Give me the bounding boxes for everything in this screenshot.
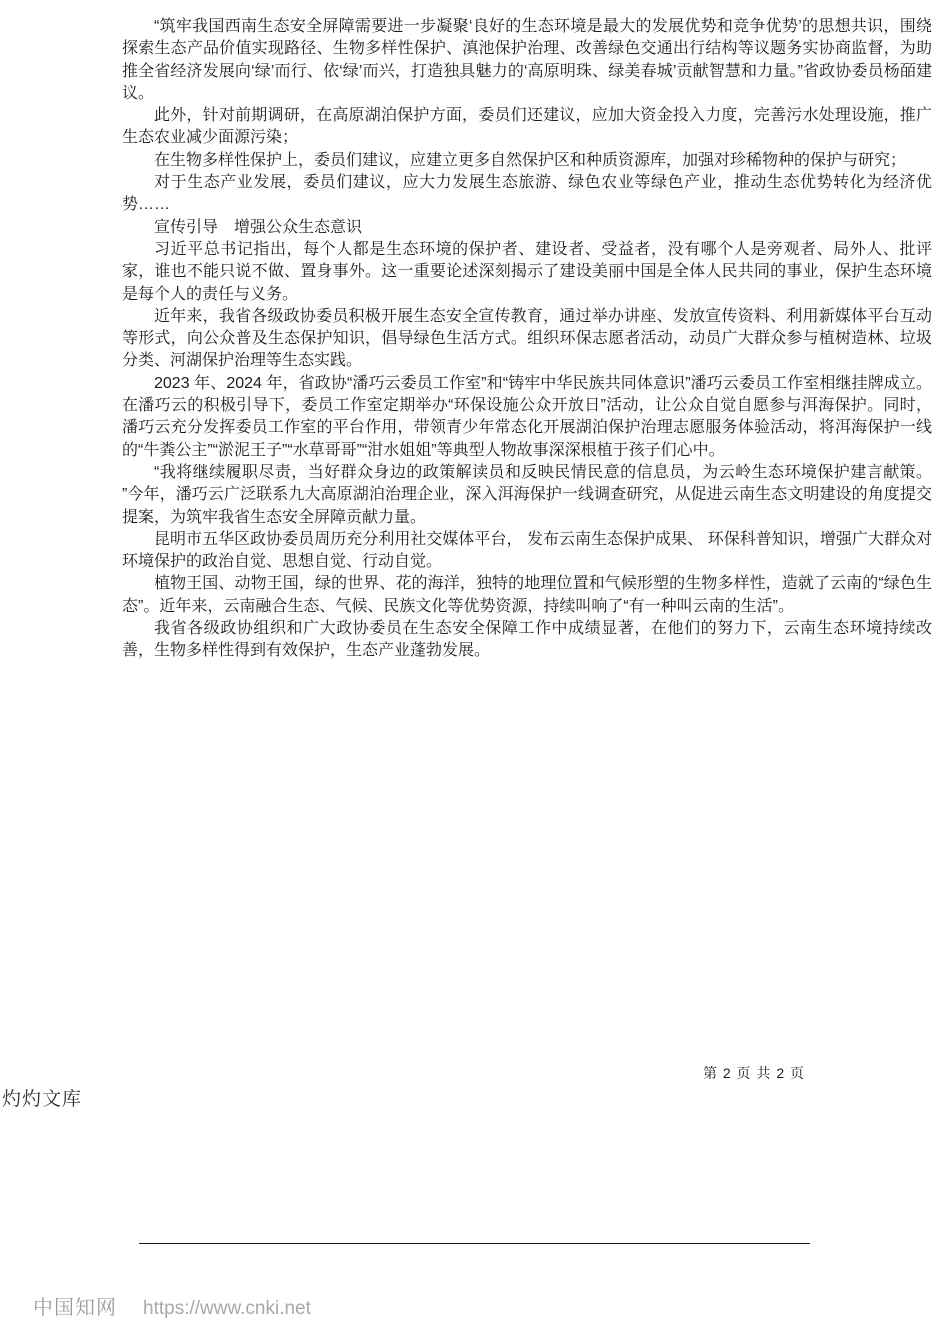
paragraph: “我将继续履职尽责，当好群众身边的政策解读员和反映民情民意的信息员，为云岭生态环境保护建言献策。 ”今年，潘巧云广泛联系九大高原湖泊治理企业，深入洱海保护一线调查研究，从促进云南生态文明建设的角度提交提案，为筑牢我省生态安全屏障贡献力量。: [122, 463, 932, 526]
section-heading: 宣传引导 增强公众生态意识: [154, 218, 363, 236]
watermark: 灼灼文库: [2, 1089, 83, 1110]
paragraph: 习近平总书记指出，每个人都是生态环境的保护者、建设者、受益者，没有哪个人是旁观者、局外人、批评家，谁也不能只说不做、置身事外。这一重要论述深刻揭示了建设美丽中国是全体人民共同的事业，保护生态环境是每个人的责任与义务。: [122, 240, 932, 303]
paragraph: 植物王国、动物王国，绿的世界、花的海洋，独特的地理位置和气候形塑的生物多样性，造就了云南的“绿色生态”。近年来，云南融合生态、气候、民族文化等优势资源，持续叫响了“有一种叫云南的生活”。: [122, 575, 932, 615]
footer-divider: [139, 1243, 810, 1244]
cnki-site-name: 中国知网: [33, 1297, 117, 1319]
cnki-footer: [33, 1291, 311, 1320]
cnki-site-url-link[interactable]: https://www.cnki.net: [143, 1298, 311, 1319]
body-text: [122, 16, 932, 663]
page-number: 第 2 页 共 2 页: [702, 1065, 805, 1081]
paragraph: 近年来，我省各级政协委员积极开展生态安全宣传教育，通过举办讲座、发放宣传资料、利用新媒体平台互动等形式，向公众普及生态保护知识，倡导绿色生活方式。组织环保志愿者活动，动员广大群众参与植树造林、垃圾分类、河湖保护治理等生态实践。: [122, 307, 932, 370]
paragraph: 昆明市五华区政协委员周历充分利用社交媒体平台， 发布云南生态保护成果、 环保科普知识，增强广大群众对环境保护的政治自觉、思想自觉、行动自觉。: [122, 530, 932, 571]
paragraph: 我省各级政协组织和广大政协委员在生态安全保障工作中成绩显著，在他们的努力下，云南生态环境持续改善，生物多样性得到有效保护，生态产业蓬勃发展。: [122, 620, 932, 660]
paragraph: 对于生态产业发展，委员们建议，应大力发展生态旅游、绿色农业等绿色产业，推动生态优势转化为经济优势……: [122, 174, 932, 214]
paragraph: 在生物多样性保护上，委员们建议，应建立更多自然保护区和种质资源库，加强对珍稀物种的保护与研究；: [154, 151, 907, 169]
paragraph: 2023 年、2024 年，省政协“潘巧云委员工作室”和“铸牢中华民族共同体意识”潘巧云委员工作室相继挂牌成立。在潘巧云的积极引导下，委员工作室定期举办“环保设施公众开放日”活动，让公众自觉自愿参与洱海保护。同时，潘巧云充分发挥委员工作室的平台作用，带领青少年常态化开展湖泊保护治理志愿服务体验活动，将洱海保护一线的“牛粪公主”“淤泥王子”“水草哥哥”“泔水姐姐”等典型人物故事深深根植于孩子们心中。: [122, 374, 932, 459]
paragraph: “筑牢我国西南生态安全屏障需要进一步凝聚‘良好的生态环境是最大的发展优势和竞争优势’的思想共识，围绕探索生态产品价值实现路径、生物多样性保护、滇池保护治理、改善绿色交通出行结构等议题务实协商监督，为助推全省经济发展向‘绿’而行、依‘绿’而兴，打造独具魅力的‘高原明珠、绿美春城’贡献智慧和力量。”省政协委员杨皕建议。: [122, 18, 932, 102]
paragraph: 此外，针对前期调研，在高原湖泊保护方面，委员们还建议，应加大资金投入力度，完善污水处理设施，推广生态农业减少面源污染；: [122, 107, 932, 147]
